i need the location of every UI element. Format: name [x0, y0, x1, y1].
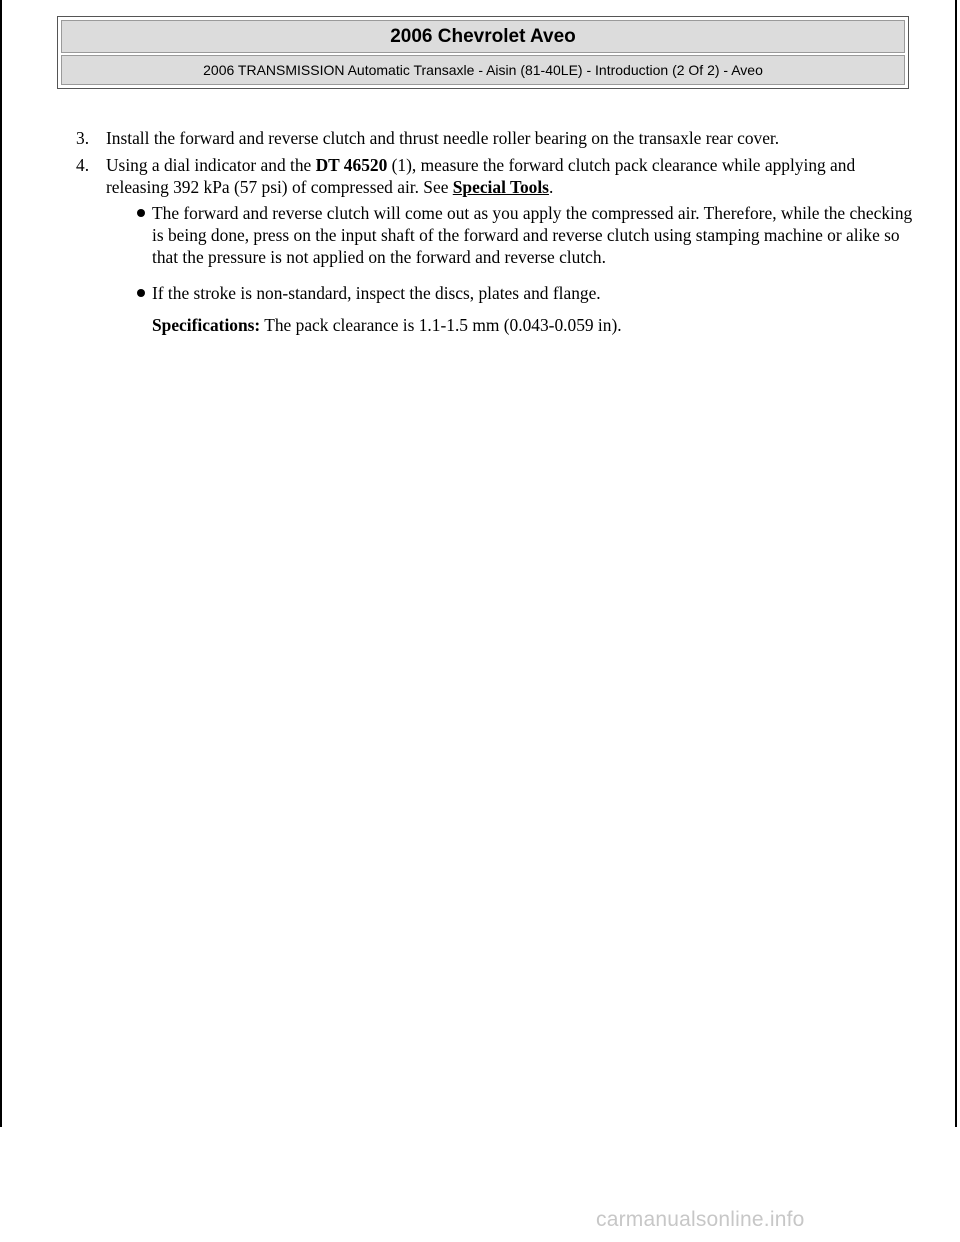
- bullet-dot-icon: [137, 209, 145, 217]
- step-text: Install the forward and reverse clutch and thrust needle roller bearing on the transaxle rear cover.: [106, 128, 780, 148]
- list-item: [106, 202, 916, 268]
- step-text-end: .: [548, 177, 554, 197]
- document-header: [57, 16, 909, 89]
- step-number: 4.: [76, 155, 90, 175]
- page-frame-right: [955, 0, 957, 1127]
- list-item: [106, 282, 916, 304]
- specification-label: Specifications:: [152, 315, 261, 335]
- note-text: If the stroke is non-standard, inspect the discs, plates and flange.: [152, 283, 601, 303]
- document-subtitle: 2006 TRANSMISSION Automatic Transaxle - Aisin (81-40LE) - Introduction (2 Of 2) - Aveo: [61, 55, 905, 85]
- special-tools-link[interactable]: Special Tools: [452, 177, 549, 197]
- bullet-dot-icon: [137, 289, 145, 297]
- step-3: [76, 127, 916, 149]
- step-4-notes: [106, 202, 916, 304]
- step-text-middle: (1), measure the forward clutch pack clearance while applying and releasing 392 kPa (57 psi) of compressed air. See: [106, 155, 856, 197]
- step-text-start: Using a dial indicator and the: [106, 155, 316, 175]
- document-title: 2006 Chevrolet Aveo: [61, 20, 905, 53]
- tool-number: DT 46520: [315, 155, 388, 175]
- page-frame-left: [0, 0, 2, 1127]
- specification-text: The pack clearance is 1.1-1.5 mm (0.043-0.059 in).: [260, 315, 622, 335]
- procedure-content: [76, 127, 916, 341]
- step-4: [76, 154, 916, 336]
- note-text: The forward and reverse clutch will come out as you apply the compressed air. Therefore, while the checking is being done, press on the input shaft of the forward and reverse clutch using stamping machine or alike so that the pressure is not applied on the forward and reverse clutch.: [152, 203, 913, 267]
- site-watermark: carmanualsonline.info: [596, 1208, 805, 1231]
- specification: [106, 314, 916, 336]
- step-number: 3.: [76, 128, 90, 148]
